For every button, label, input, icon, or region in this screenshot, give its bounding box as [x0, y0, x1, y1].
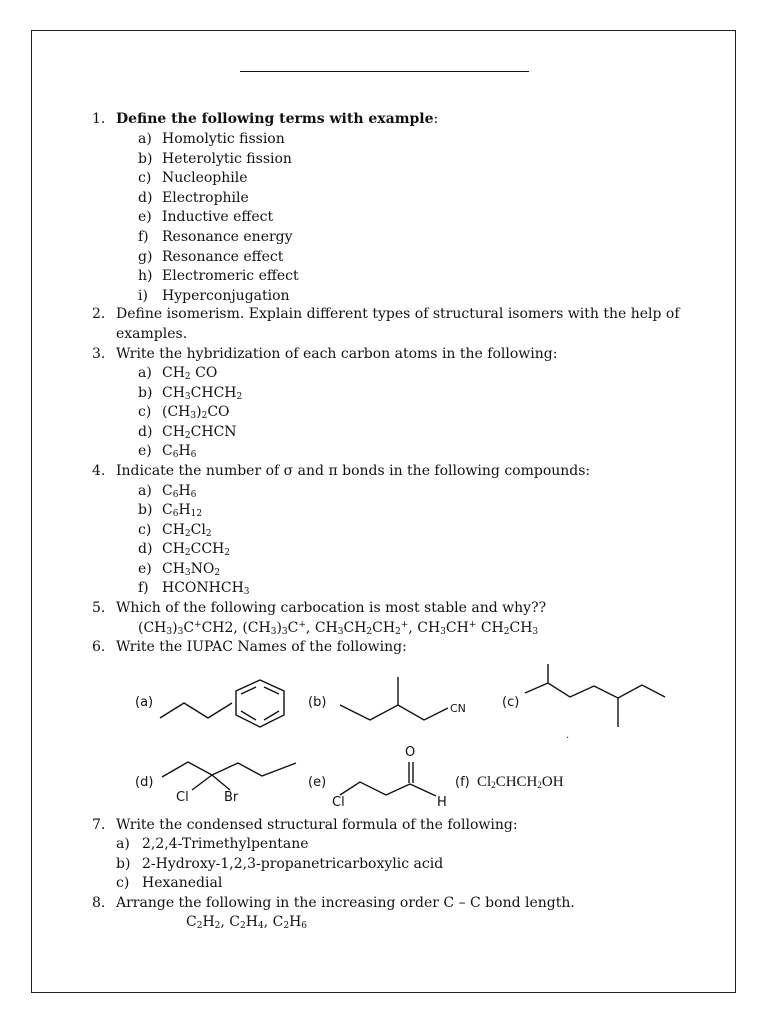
question-7-text: Write the condensed structural formula of the following:	[116, 817, 518, 833]
item-letter: i)	[138, 287, 148, 304]
bond-length-compounds: $C_2H_2$, $C_2H_4$, $C_2H_6$	[186, 914, 308, 931]
question-8-text: Arrange the following in the increasing order C – C bond length.	[116, 895, 575, 911]
formula-ch2co: $CH_2$ CO	[162, 365, 218, 382]
compound-name: 2-Hydroxy-1,2,3-propanetricarboxylic acid	[142, 855, 444, 872]
item-letter: b)	[138, 502, 153, 518]
question-number: 4.	[92, 463, 106, 479]
question-number: 8.	[92, 895, 106, 911]
question-3-text: Write the hybridization of each carbon atoms in the following:	[116, 346, 558, 362]
item-letter: b)	[138, 385, 153, 401]
item-letter: h)	[138, 268, 153, 285]
item-letter: d)	[138, 424, 153, 440]
term-item: Electrophile	[162, 189, 249, 206]
formula-ch3chch2: $CH_3CHCH_2$	[162, 385, 243, 402]
question-number: 2.	[92, 306, 106, 322]
formula-c6h12: $C_6H_{12}$	[162, 502, 203, 519]
item-letter: e)	[138, 209, 152, 226]
question-number: 3.	[92, 346, 106, 362]
compound-name: 2,2,4-Trimethylpentane	[142, 836, 309, 852]
formula-cl2chch2oh: $Cl_2CHCH_2OH$	[477, 774, 564, 790]
atom-label-h: H	[437, 795, 447, 810]
item-letter: c)	[138, 404, 152, 420]
term-item: Heterolytic fission	[162, 150, 292, 167]
term-item: Resonance effect	[162, 248, 284, 265]
formula-ch3no2: $CH_3NO_2$	[162, 561, 221, 578]
structure-label-e: (e)	[308, 775, 327, 790]
stray-dot: .	[566, 730, 570, 741]
structure-label-a: (a)	[135, 695, 154, 710]
item-letter: a)	[138, 365, 152, 381]
question-number: 1.	[92, 111, 106, 127]
atom-label-cn: CN	[450, 702, 466, 715]
structure-label-b: (b)	[308, 695, 327, 710]
item-letter: g)	[138, 248, 153, 265]
question-number: 5.	[92, 600, 106, 616]
item-letter: f)	[138, 580, 149, 596]
formula-c6h6: $C_6H_6$	[162, 443, 197, 460]
term-item: Resonance energy	[162, 229, 293, 245]
term-item: Homolytic fission	[162, 131, 285, 147]
item-letter: c)	[138, 522, 152, 538]
question-number: 6.	[92, 639, 106, 655]
structure-label-f: (f)	[455, 775, 470, 790]
item-letter: b)	[116, 855, 131, 872]
structure-label-d: (d)	[135, 775, 154, 790]
question-2-text: Define isomerism. Explain different types of structural isomers with the help of	[116, 306, 680, 322]
atom-label-br: Br	[224, 790, 239, 805]
term-item: Nucleophile	[162, 170, 248, 187]
question-1-title: Define the following terms with example:	[116, 111, 439, 127]
atom-label-o: O	[405, 745, 416, 760]
atom-label-cl: Cl	[176, 790, 189, 805]
formula-hconhch3: $HCONHCH_3$	[162, 580, 250, 597]
item-letter: c)	[116, 875, 130, 892]
question-2-text-cont: examples.	[116, 326, 188, 342]
term-item: Hyperconjugation	[162, 287, 290, 304]
item-letter: f)	[138, 229, 149, 245]
item-letter: a)	[116, 836, 130, 852]
term-item: Electromeric effect	[162, 268, 299, 285]
formula-ch2cch2: $CH_2CCH_2$	[162, 541, 231, 558]
item-letter: a)	[138, 483, 152, 499]
item-letter: c)	[138, 170, 152, 187]
compound-name: Hexanedial	[142, 875, 223, 892]
carbocation-list: $(CH_3)_3C^+CH2$, $(CH_3)_3C^+$, $CH_3CH_2CH_2^+$, $CH_3CH^+$ $CH_2CH_3$	[138, 620, 539, 637]
item-letter: d)	[138, 189, 153, 206]
formula-c6h6: $C_6H_6$	[162, 483, 197, 500]
structure-label-c: (c)	[502, 695, 520, 710]
item-letter: e)	[138, 561, 152, 577]
formula-ch2cl2: $CH_2Cl_2$	[162, 522, 212, 539]
item-letter: d)	[138, 541, 153, 557]
formula-ch3-2co: $(CH_3)_2CO$	[162, 404, 230, 421]
formula-ch2chcn: $CH_2CHCN$	[162, 424, 237, 441]
question-4-text: Indicate the number of σ and π bonds in the following compounds:	[116, 463, 591, 479]
term-item: Inductive effect	[162, 209, 274, 226]
question-number: 7.	[92, 817, 106, 833]
item-letter: e)	[138, 443, 152, 459]
atom-label-cl: Cl	[332, 795, 345, 810]
question-5-text: Which of the following carbocation is most stable and why??	[116, 600, 547, 616]
question-6-text: Write the IUPAC Names of the following:	[116, 639, 407, 655]
item-letter: a)	[138, 131, 152, 147]
item-letter: b)	[138, 150, 153, 167]
